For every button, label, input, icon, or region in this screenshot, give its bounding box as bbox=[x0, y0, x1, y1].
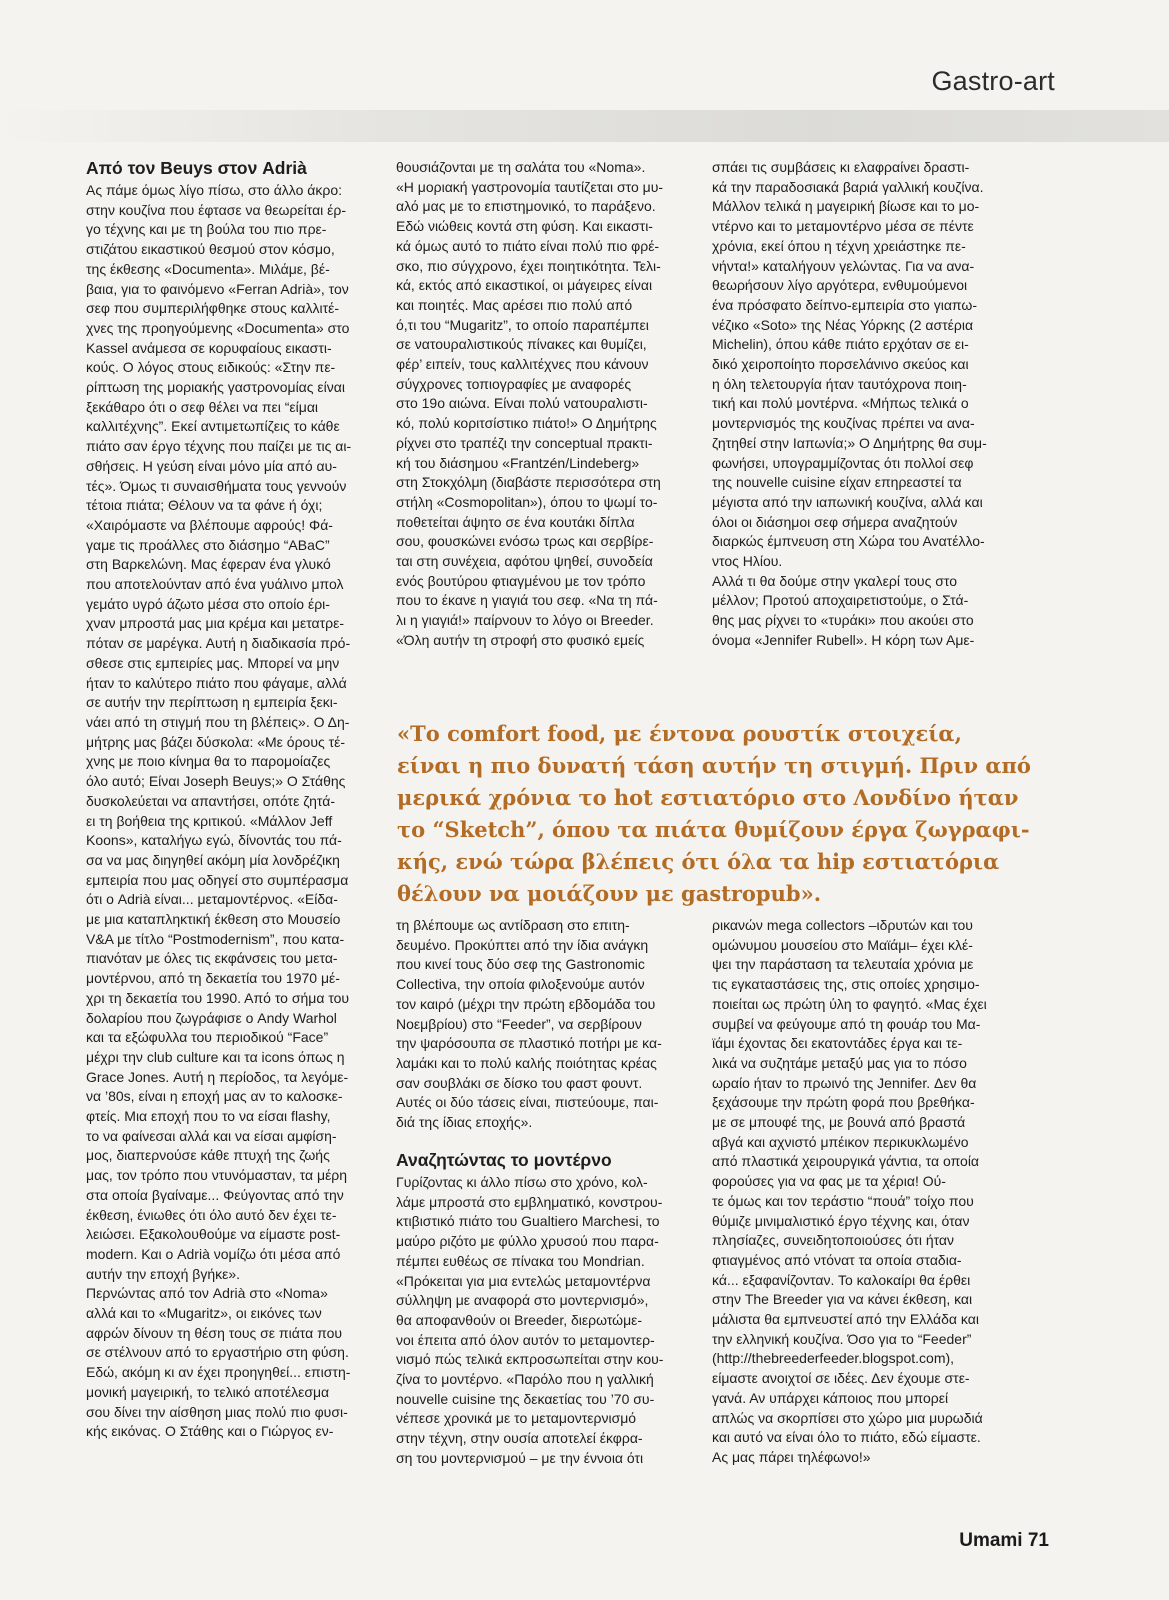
text-line: Περνώντας από τον Adrià στο «Noma» bbox=[86, 1285, 328, 1302]
text-line: ντος Ηλίου. bbox=[712, 553, 783, 570]
text-line: φωνήσει, υπογραμμίζοντας ότι πολλοί σεφ bbox=[712, 454, 974, 471]
text-line: λειώσει. Εξακολουθούμε να είμαστε post- bbox=[86, 1226, 341, 1243]
text-line: ρίπτωση της μοριακής γαστρονομίας είναι bbox=[86, 379, 345, 396]
text-line: ντέρνο και το μεταμοντέρνο μέσα σε πέντε bbox=[712, 218, 974, 235]
column-2-subsection bbox=[396, 1150, 692, 1469]
text-line: και ποιητές. Μας αρέσει πιο πολύ από bbox=[396, 296, 633, 313]
text-line: Kassel ανάμεσα σε κορυφαίους εικαστι- bbox=[86, 339, 332, 356]
text-line: ενός βουτύρου φτιαγμένου με τον τρόπο bbox=[396, 572, 646, 589]
text-line: θα αποφανθούν οι Breeder, διερωτώμε- bbox=[396, 1311, 643, 1328]
text-line: φτιαγμένος από ντόνατ τα οποία σταδια- bbox=[712, 1251, 962, 1268]
text-line: να ’80s, είναι η εποχή μας αν το καλοσκε- bbox=[86, 1088, 343, 1105]
page-folio: Umami 71 bbox=[959, 1530, 1049, 1551]
text-line: όνομα «Jennifer Rubell». Η κόρη των Αμε- bbox=[712, 631, 975, 648]
text-line: λικά να συζητάμε μεταξύ μας για το πόσο bbox=[712, 1054, 967, 1071]
text-line: «Πρόκειται για μια εντελώς μεταμοντέρνα bbox=[396, 1272, 651, 1289]
text-line: τέτοια πιάτα; Θέλουν να τα φάνε ή όχι; bbox=[86, 497, 323, 514]
text-line: Ας πάμε όμως λίγο πίσω, στο άλλο άκρο: bbox=[86, 182, 342, 198]
text-line: χρι τη δεκαετία του 1990. Από το σήμα του bbox=[86, 989, 350, 1006]
text-line: στη Βαρκελώνη. Μας έφεραν ένα γλυκό bbox=[86, 556, 331, 573]
text-line: την ελληνική κουζίνα. Όσο για το “Feeder” bbox=[712, 1330, 972, 1347]
text-line: σε αυτήν την περίπτωση η εμπειρία ξεκι- bbox=[86, 694, 338, 711]
text-line: ποθετείται άψητο σε ένα κουτάκι δίπλα bbox=[396, 513, 635, 530]
text-line: σθήσεις. Η γεύση είναι μόνο μία από αυ- bbox=[86, 457, 337, 474]
text-line: μονική μαγειρική, το τελικό αποτέλεσμα bbox=[86, 1383, 330, 1400]
text-line: μας, τον τρόπο που ντυνόμασταν, τα μέρη bbox=[86, 1167, 348, 1184]
text-line: θέλουν να μοιάζουν με gastropub». bbox=[397, 881, 821, 906]
text-line: σκο, πιο σύγχρονο, έχει ποιητικότητα. Τελι- bbox=[396, 257, 661, 274]
text-line: σθεσε στις εμπειρίες μας. Μπορεί να μην bbox=[86, 654, 340, 671]
text-line: ήταν το καλύτερο πιάτο που φάγαμε, αλλά bbox=[86, 674, 347, 691]
text-line: ζίνα το μοντέρνο. «Παρόλο που η γαλλική bbox=[396, 1371, 654, 1388]
text-line: ομώνυμου μουσείου στο Μαϊάμι– έχει κλέ- bbox=[712, 936, 973, 953]
text-line: Νοεμβρίου) στο “Feeder”, να σερβίρουν bbox=[396, 1015, 642, 1032]
text-line: δευμένο. Προκύπτει από την ίδια ανάγκη bbox=[396, 936, 649, 953]
text-line: Εδώ νιώθεις κοντά στη φύση. Και εικαστι- bbox=[396, 218, 653, 235]
text-line: γαμε τις προάλλες στο διάσημο “ABaC” bbox=[86, 536, 330, 553]
text-line: Γυρίζοντας κι άλλο πίσω στο χρόνο, κολ- bbox=[396, 1174, 648, 1190]
text-line: νέπεσε χρονικά με το μεταμοντερνισμό bbox=[396, 1410, 637, 1427]
text-line: ό,τι του “Mugaritz”, το οποίο παραπέμπει bbox=[396, 316, 649, 333]
text-line: κούς. Ο λόγος στους ειδικούς: «Στην πε- bbox=[86, 359, 336, 376]
text-line: στην τέχνη, στην ουσία αποτελεί έκφρα- bbox=[396, 1430, 643, 1447]
text-line: είμαστε ανοιχτοί σε ιδέες. Δεν έχουμε στε- bbox=[712, 1370, 970, 1387]
text-line: χρόνια, εκεί όπου η τέχνη χρειάστηκε πε- bbox=[712, 237, 966, 254]
text-line: αλό μας με το επιστημονικό, το παράξενο. bbox=[396, 198, 656, 215]
text-line: λι η γιαγιά!» παίρνουν το λόγο οι Breeder. bbox=[396, 612, 654, 629]
text-line: (http://thebreederfeeder.blogspot.com), bbox=[712, 1350, 955, 1367]
text-line: χνες της προηγούμενης «Documenta» στο bbox=[86, 319, 350, 336]
text-line: τη βλέπουμε ως αντίδραση στο επιτη- bbox=[396, 917, 630, 933]
text-line: νοι έπειτα από όλον αυτόν το μεταμοντερ- bbox=[396, 1331, 655, 1348]
text-line: θουσιάζονται με τη σαλάτα του «Noma». bbox=[396, 159, 646, 175]
text-line: κά την παραδοσιακά βαριά γαλλική κουζίνα. bbox=[712, 178, 984, 195]
text-line: θύμιζε μινιμαλιστικό έργο τέχνης και, όταν bbox=[712, 1212, 970, 1229]
text-line: ποιείται ως πρώτη ύλη το φαγητό. «Μας έχει bbox=[712, 995, 987, 1012]
text-line: μερικά χρόνια το hot εστιατόριο στο Λονδίνο ήταν bbox=[397, 785, 1019, 810]
text-line: Michelin), όπου κάθε πιάτο ερχόταν σε ει- bbox=[712, 336, 969, 353]
text-line: της nouvelle cuisine είχαν επηρεαστεί τα bbox=[712, 474, 962, 491]
text-line: τές». Όμως τι συναισθήματα τους γεννούν bbox=[86, 477, 347, 494]
text-line: εμπειρία που μας οδηγεί στο συμπέρασμα bbox=[86, 871, 349, 888]
text-line: στήλη «Cosmopolitan»), όπου το ψωμί το- bbox=[396, 493, 658, 510]
text-line: θεωρήσουν λίγο αργότερα, ενθυμούμενοι bbox=[712, 277, 968, 294]
text-line: αβγά και αχνιστό μπέικον περικυκλωμένο bbox=[712, 1133, 969, 1150]
text-line: κή του διάσημου «Frantzén/Lindeberg» bbox=[396, 454, 640, 471]
text-line: στο 19ο αιώνα. Είναι πολύ νατουραλιστι- bbox=[396, 395, 648, 412]
text-line: λάμε μπροστά στο εμβληματικό, κονστρου- bbox=[396, 1193, 663, 1210]
text-line: αλλά και το «Mugaritz», οι εικόνες των bbox=[86, 1305, 322, 1322]
text-line: «Όλη αυτήν τη στροφή στο φυσικό εμείς bbox=[396, 631, 645, 648]
text-line: διαρκώς έμπνευση στη Χώρα του Ανατέλλο- bbox=[712, 533, 985, 550]
column-2 bbox=[396, 158, 692, 651]
text-line: Αυτές οι δύο τάσεις είναι, πιστεύουμε, παι- bbox=[396, 1094, 659, 1111]
text-line: πόταν σε μαρέγκα. Αυτή η διαδικασία πρό- bbox=[86, 635, 351, 652]
text-line: γεμάτο υγρό άζωτο μέσα στο οποίο έρι- bbox=[86, 595, 330, 612]
text-line: φέρ’ ειπείν, τους καλλιτέχνες που κάνουν bbox=[396, 356, 649, 373]
text-line: τική και πολύ μοντέρνα. «Μήπως τελικά ο bbox=[712, 395, 969, 412]
text-line: ξεκάθαρο ότι ο σεφ θέλει να πει “είμαι bbox=[86, 398, 319, 415]
text-line: ξεχάσουμε την πρώτη φορά που βρεθήκα- bbox=[712, 1094, 975, 1111]
text-line: σεφ που συμπεριλήφθηκε στους καλλιτέ- bbox=[86, 300, 340, 317]
text-line: καλλιτέχνης”. Εκεί αντιμετωπίζεις το κάθε bbox=[86, 418, 340, 435]
text-line: σου δίνει την αίσθηση μιας πολύ πιο φυσι- bbox=[86, 1403, 348, 1420]
text-line: διά της ίδιας εποχής». bbox=[396, 1114, 533, 1131]
text-line: ση του μοντερνισμού – με την έννοια ότι bbox=[396, 1449, 644, 1466]
text-line: στην κουζίνα που έφτασε να θεωρείται έρ- bbox=[86, 201, 347, 218]
text-line: η όλη τελετουργία ήταν ταυτόχρονα ποιη- bbox=[712, 375, 967, 392]
text-line: στιζάτου εικαστικού θεσμού στον κόσμο, bbox=[86, 241, 335, 258]
text-line: που κινεί τους δύο σεφ της Gastronomic bbox=[396, 956, 645, 973]
text-line: και τα εξώφυλλα του περιοδικού “Face” bbox=[86, 1029, 329, 1046]
text-line: απλώς να σκορπίσει στο χώρο μια μυρωδιά bbox=[712, 1409, 983, 1426]
text-line: ρίχνει στο τραπέζι την conceptual πρακτι- bbox=[396, 434, 653, 451]
section-heading: Αναζητώντας το μοντέρνο bbox=[396, 1150, 612, 1170]
text-line: όλο αυτό; Είναι Joseph Beuys;» Ο Στάθης bbox=[86, 773, 346, 790]
text-line: ρικανών mega collectors –ιδρυτών και του bbox=[712, 917, 973, 933]
text-line: χνης με ποιο κίνημα θα το παρομοίαζες bbox=[86, 753, 331, 770]
text-line: Εδώ, ακόμη κι αν έχει προηγηθεί... επιστη- bbox=[86, 1364, 351, 1381]
text-line: που το έκανε η γιαγιά του σεφ. «Να τη πά- bbox=[396, 592, 658, 609]
text-line: πιάτο σαν έργο τέχνης που παίζει με τις αι- bbox=[86, 438, 352, 455]
text-line: μήτρης μας βάζει δύσκολα: «Με όρους τέ- bbox=[86, 733, 346, 750]
text-line: σπάει τις συμβάσεις κι ελαφραίνει δραστι- bbox=[712, 159, 970, 175]
text-line: «Χαιρόμαστε να βλέπουμε αφρούς! Φά- bbox=[86, 516, 333, 533]
text-line: πιανόταν με όλες τις εκφάνσεις του μετα- bbox=[86, 950, 338, 967]
text-line: κής, ενώ τώρα βλέπεις ότι όλα τα hip εστιατόρια bbox=[397, 849, 1000, 874]
text-line: τον καιρό (μέχρι την πρώτη εβδομάδα του bbox=[396, 995, 656, 1012]
text-line: σύγχρονες τοπιογραφίες με αναφορές bbox=[396, 375, 632, 392]
text-line: νήντα!» καταλήγουν γελώντας. Για να ανα- bbox=[712, 257, 975, 274]
text-line: νέζικο «Soto» της Νέας Υόρκης (2 αστέρια bbox=[712, 316, 974, 333]
text-line: έκθεση, ένιωθες ότι όλο αυτό δεν έχει τε- bbox=[86, 1206, 337, 1223]
text-line: δυσκολεύεται να απαντήσει, οπότε ζητά- bbox=[86, 792, 336, 809]
text-line: είναι η πιο δυνατή τάση αυτήν τη στιγμή. Πριν από bbox=[397, 753, 1031, 778]
text-line: κής εικόνας. Ο Στάθης και ο Γιώργος εν- bbox=[86, 1423, 334, 1440]
text-line: «Το comfort food, με έντονα ρουστίκ στοιχεία, bbox=[397, 721, 962, 746]
text-line: αφρών δίνουν τη θέση τους σε πιάτα που bbox=[86, 1324, 343, 1341]
text-line: νισμό πώς τελικά εκπροσωπείται στην κου- bbox=[396, 1351, 664, 1368]
text-line: «Η μοριακή γαστρονομία ταυτίζεται στο μυ- bbox=[396, 178, 664, 195]
section-heading: Από τον Beuys στον Adrià bbox=[86, 158, 307, 178]
text-line: μέχρι την club culture και τα icons όπως η bbox=[86, 1048, 345, 1065]
column-1 bbox=[86, 158, 378, 1442]
column-2-lower bbox=[396, 916, 692, 1133]
text-line: δολαρίου που ζωγράφισε ο Andy Warhol bbox=[86, 1009, 337, 1026]
text-line: και αυτό να είναι όλο το πιάτο, εδώ είμαστε. bbox=[712, 1429, 981, 1446]
text-line: μάλιστα θα εμπνευστεί από την Ελλάδα και bbox=[712, 1311, 979, 1328]
text-line: μοντέρνου, από τη δεκαετία του 1970 μέ- bbox=[86, 970, 340, 987]
text-line: ωραίο ήταν το πρωινό της Jennifer. Δεν θα bbox=[712, 1074, 977, 1091]
text-line: φορούσες για να φας με τα χέρια! Ού- bbox=[712, 1173, 946, 1190]
text-line: σου, φουσκώνει ενόσω τρως και σερβίρε- bbox=[396, 533, 654, 550]
text-line: Αλλά τι θα δούμε στην γκαλερί τους στο bbox=[712, 572, 957, 589]
text-line: νάει από τη στιγμή που τη βλέπεις». Ο Δη- bbox=[86, 713, 350, 730]
text-line: Μάλλον τελικά η μαγειρική βίωσε και το μο- bbox=[712, 198, 980, 215]
text-line: μαύρο ριζότο με φύλλο χρυσού που παρα- bbox=[396, 1233, 659, 1250]
text-line: στην The Breeder για να κάνει έκθεση, και bbox=[712, 1291, 973, 1308]
header-band bbox=[0, 110, 1169, 142]
text-line: σαν σουβλάκι σε δίσκο του φαστ φουντ. bbox=[396, 1074, 643, 1091]
text-line: τε όμως και τον τεράστιο “πουά” τοίχο που bbox=[712, 1192, 974, 1209]
text-line: φτείς. Μια εποχή που το να είσαι flashy, bbox=[86, 1108, 331, 1125]
text-line: ει τη βοήθεια της κριτικού. «Μάλλον Jeff bbox=[86, 812, 333, 829]
pull-quote bbox=[397, 718, 1037, 910]
text-line: το “Sketch”, όπου τα πιάτα θυμίζουν έργα ζωγραφι- bbox=[397, 817, 1030, 842]
text-line: με μια καταπληκτική έκθεση στο Μουσείο bbox=[86, 911, 341, 928]
text-line: μοντερνισμός της κουζίνας πρέπει να ανα- bbox=[712, 415, 975, 432]
text-line: αυτήν την εποχή βγήκε». bbox=[86, 1265, 241, 1282]
section-label: Gastro-art bbox=[931, 66, 1055, 96]
text-line: κό, πολύ κοριτσίστικο πιάτο!» Ο Δημήτρης bbox=[396, 415, 657, 432]
text-line: μέλλον; Προτού αποχαιρετιστούμε, ο Στά- bbox=[712, 592, 969, 609]
text-line: πέμπει ευθέως σε πίνακα του Mondrian. bbox=[396, 1252, 645, 1269]
text-line: nouvelle cuisine της δεκαετίας του ’70 συ- bbox=[396, 1390, 655, 1407]
text-line: με σε μπουφέ της, με βουνά από βραστά bbox=[712, 1114, 966, 1131]
text-line: συμβεί να φεύγουμε από τη φουάρ του Μα- bbox=[712, 1015, 981, 1032]
text-line: κτιβιστικό πιάτο του Gualtiero Marchesi, το bbox=[396, 1213, 660, 1230]
text-line: την ψαρόσουπα σε πλαστικό ποτήρι με κα- bbox=[396, 1035, 662, 1052]
text-line: λαμάκι και το πολύ καλής ποιότητας κρέας bbox=[396, 1054, 657, 1071]
text-line: πλησίαζες, συνειδητοποιούσες ότι ήταν bbox=[712, 1232, 955, 1249]
text-line: μέγιστα από την ιαπωνική κουζίνα, αλλά και bbox=[712, 493, 983, 510]
text-line: το να φαίνεσαι αλλά και να είσαι αμφίση- bbox=[86, 1127, 337, 1144]
text-line: κά... εξαφανίζονταν. Το καλοκαίρι θα έρθει bbox=[712, 1271, 971, 1288]
text-line: κά, εκτός από εικαστικοί, οι μάγειρες είναι bbox=[396, 277, 653, 294]
text-line: που αποτελούνταν από ένα γυάλινο μπολ bbox=[86, 576, 344, 593]
text-line: modern. Και ο Adrià νομίζω ότι μέσα από bbox=[86, 1245, 341, 1262]
text-line: σύλληψη με αναφορά στο μοντερνισμό», bbox=[396, 1292, 649, 1309]
text-line: Ας μας πάρει τηλέφωνο!» bbox=[712, 1448, 871, 1465]
text-line: γο τέχνης και με τη βούλα του πιο πρε- bbox=[86, 221, 327, 238]
text-line: μος, διαπερνούσε κάθε πτυχή της ζωής bbox=[86, 1147, 330, 1164]
text-line: θης μας ρίχνει το «τυράκι» που ακούει στο bbox=[712, 612, 974, 629]
text-line: όλοι οι διάσημοι σεφ σήμερα αναζητούν bbox=[712, 513, 958, 530]
text-line: τις εγκαταστάσεις της, στις οποίες χρησιμο- bbox=[712, 976, 980, 993]
text-line: ται στη συνέχεια, αφότου ψηθεί, συνοδεία bbox=[396, 553, 653, 570]
text-line: ότι ο Adrià είναι... μεταμοντέρνος. «Είδα- bbox=[86, 891, 338, 908]
column-3-lower bbox=[712, 916, 1012, 1468]
text-line: σα να μας διηγηθεί ακόμη μία λονδρέζικη bbox=[86, 851, 340, 868]
text-line: ϊάμι έχοντας δει εκατοντάδες έργα και τε- bbox=[712, 1035, 963, 1052]
text-line: στα οποία βγαίναμε... Φεύγοντας από την bbox=[86, 1186, 344, 1203]
text-line: σε νατουραλιστικούς πίνακες και θυμίζει, bbox=[396, 336, 647, 353]
text-line: στη Στοκχόλμη (διαβάστε περισσότερα στη bbox=[396, 474, 661, 491]
column-3 bbox=[712, 158, 1012, 651]
text-line: V&A με τίτλο “Postmodernism”, που κατα- bbox=[86, 930, 345, 947]
text-line: γανά. Αν υπάρχει κάποιος που μπορεί bbox=[712, 1389, 949, 1406]
text-line: Collectiva, την οποία φιλοξενούμε αυτόν bbox=[396, 976, 645, 993]
text-line: Koons», καταλήγω εγώ, δίνοντάς του πά- bbox=[86, 832, 342, 849]
text-line: ψει την παράσταση τα τελευταία χρόνια με bbox=[712, 956, 974, 973]
text-line: της έκθεσης «Documenta». Μιλάμε, βέ- bbox=[86, 260, 330, 277]
text-line: από πλαστικά χειρουργικά γάντια, τα οποία bbox=[712, 1153, 980, 1170]
text-line: Grace Jones. Αυτή η περίοδος, τα λεγόμε- bbox=[86, 1068, 349, 1085]
text-line: ζητηθεί στην Ιαπωνία;» Ο Δημήτρης θα συμ- bbox=[712, 434, 987, 451]
text-line: χναν μπροστά μας μια κρέμα και μετατρε- bbox=[86, 615, 345, 632]
text-line: ένα πρόσφατο δείπνο-εμπειρία στο γιαπω- bbox=[712, 296, 977, 313]
text-line: βαια, για το φαινόμενο «Ferran Adrià», τον bbox=[86, 280, 349, 297]
text-line: κά όμως αυτό το πιάτο είναι πολύ πιο φρέ- bbox=[396, 237, 660, 254]
text-line: σε στέλνουν από το εργαστήριο στη φύση. bbox=[86, 1344, 349, 1361]
text-line: δικό χειροποίητο πορσελάνινο σκεύος και bbox=[712, 356, 969, 373]
